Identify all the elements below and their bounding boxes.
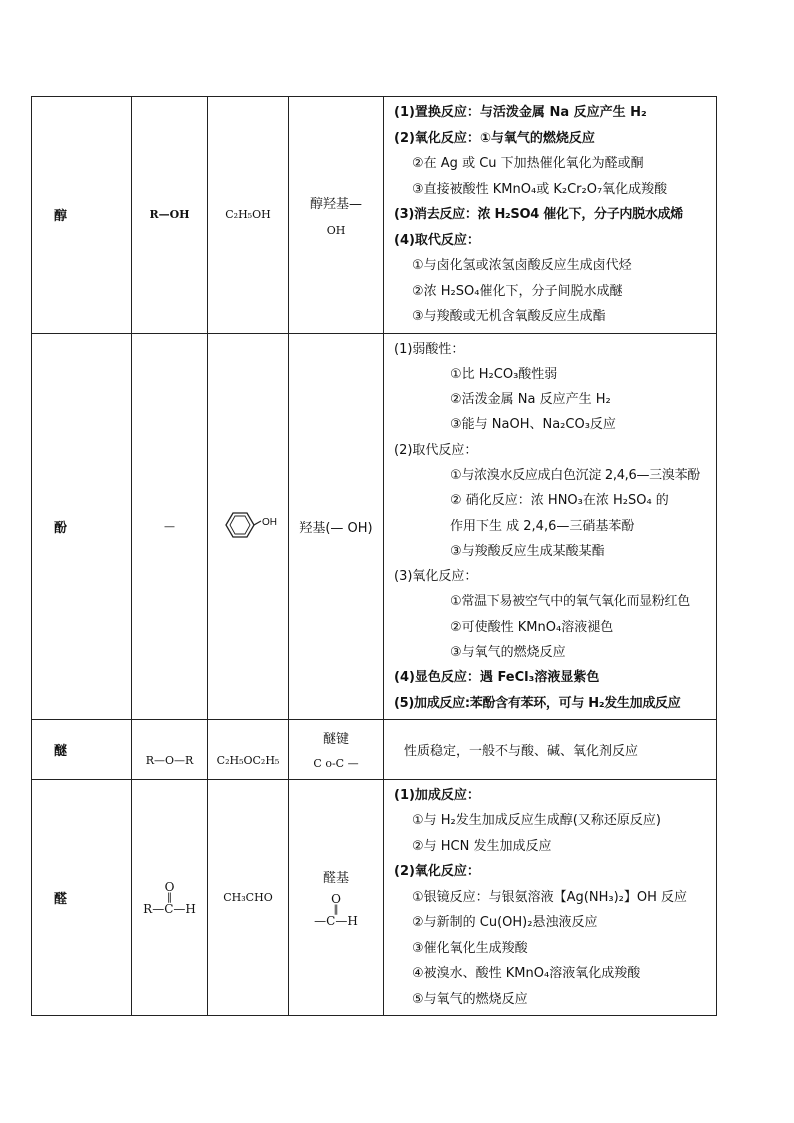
reaction-line: (3)消去反应：浓 H₂SO4 催化下，分子内脱水成烯 (394, 207, 683, 222)
table-row-aldehyde (32, 779, 717, 1016)
reaction-line: ③与氧气的燃烧反应 (450, 645, 566, 661)
reactions-cell (384, 97, 717, 334)
functional-group: 醛基 O ‖ —C—H (289, 779, 384, 1016)
reaction-line: (1)加成反应： (394, 787, 480, 803)
reaction-line: (4)显色反应：遇 FeCl₃溶液显紫色 (394, 670, 600, 686)
general-formula: — (132, 333, 208, 719)
example-formula: CH₃CHO (208, 779, 289, 1016)
reaction-line: ③与羧酸反应生成某酸某酯 (450, 543, 605, 559)
reaction-line: ①银镜反应：与银氨溶液【Ag(NH₃)₂】OH 反应 (412, 889, 688, 905)
compound-name: 醚 (32, 719, 132, 779)
reaction-line: ①与卤化氢或浓氢卤酸反应生成卤代烃 (412, 258, 632, 273)
reaction-line: ② 硝化反应：浓 HNO₃在浓 H₂SO₄ 的 (450, 493, 669, 509)
example-structure (208, 333, 289, 719)
reaction-line: ③直接被酸性 KMnO₄或 K₂Cr₂O₇氧化成羧酸 (412, 181, 668, 197)
general-formula-structure: O ‖ R—C—H (132, 779, 208, 1016)
reactions-cell: 性质稳定，一般不与酸、碱、氧化剂反应 (384, 719, 717, 779)
reaction-line: ③催化氧化生成羧酸 (412, 940, 528, 956)
functional-group: 醚键 C o-C — (289, 719, 384, 779)
table-row-alcohol (32, 97, 717, 334)
reaction-line: (5)加成反应:苯酚含有苯环，可与 H₂发生加成反应 (394, 695, 681, 711)
reaction-line: (1)置换反应：与活泼金属 Na 反应产生 H₂ (394, 105, 647, 120)
general-formula: R—O—R (132, 719, 208, 779)
reaction-line: ①与 H₂发生加成反应生成醇(又称还原反应) (412, 813, 661, 829)
example-formula: C₂H₅OC₂H₅ (208, 719, 289, 779)
reaction-line: (3)氧化反应： (394, 569, 478, 585)
reaction-line: (1)弱酸性： (394, 341, 465, 357)
organic-compounds-table (31, 96, 717, 1016)
reaction-line: 作用下生 成 2,4,6—三硝基苯酚 (450, 518, 635, 534)
functional-group: 醇羟基— OH (289, 97, 384, 334)
phenol-structure-icon (218, 508, 278, 542)
reactions-cell (384, 779, 717, 1016)
reaction-line: ②在 Ag 或 Cu 下加热催化氧化为醛或酮 (412, 156, 644, 171)
reaction-line: ③能与 NaOH、Na₂CO₃反应 (450, 417, 616, 433)
reaction-line: ②与 HCN 发生加成反应 (412, 838, 552, 854)
reaction-line: (2)取代反应： (394, 442, 478, 458)
reaction-line: ⑤与氧气的燃烧反应 (412, 991, 528, 1007)
example-formula: C₂H₅OH (208, 97, 289, 334)
compound-name: 醛 (32, 779, 132, 1016)
reaction-line: ②与新制的 Cu(OH)₂悬浊液反应 (412, 915, 598, 931)
reaction-line: (2)氧化反应：①与氧气的燃烧反应 (394, 130, 595, 146)
reaction-line: ①常温下易被空气中的氧气氧化而显粉红色 (450, 594, 690, 610)
general-formula: R—OH (132, 97, 208, 334)
reaction-line: ④被溴水、酸性 KMnO₄溶液氧化成羧酸 (412, 966, 641, 982)
table-row-phenol (32, 333, 717, 719)
reaction-line: ①与浓溴水反应成白色沉淀 2,4,6—三溴苯酚 (450, 467, 700, 483)
compound-name: 酚 (32, 333, 132, 719)
reactions-cell (384, 333, 717, 719)
reaction-line: ②活泼金属 Na 反应产生 H₂ (450, 392, 611, 408)
table-row-ether (32, 719, 717, 779)
compound-name: 醇 (32, 97, 132, 334)
functional-group: 羟基(— OH) (289, 333, 384, 719)
reaction-line: ①比 H₂CO₃酸性弱 (450, 366, 558, 382)
reaction-line: (2)氧化反应： (394, 864, 480, 880)
reaction-line: (4)取代反应： (394, 232, 480, 248)
reaction-line: ③与羧酸或无机含氧酸反应生成酯 (412, 309, 606, 324)
reaction-line: ②浓 H₂SO₄催化下，分子间脱水成醚 (412, 283, 623, 299)
reaction-line: ②可使酸性 KMnO₄溶液褪色 (450, 619, 614, 635)
svg-text:OH: OH (262, 516, 277, 528)
